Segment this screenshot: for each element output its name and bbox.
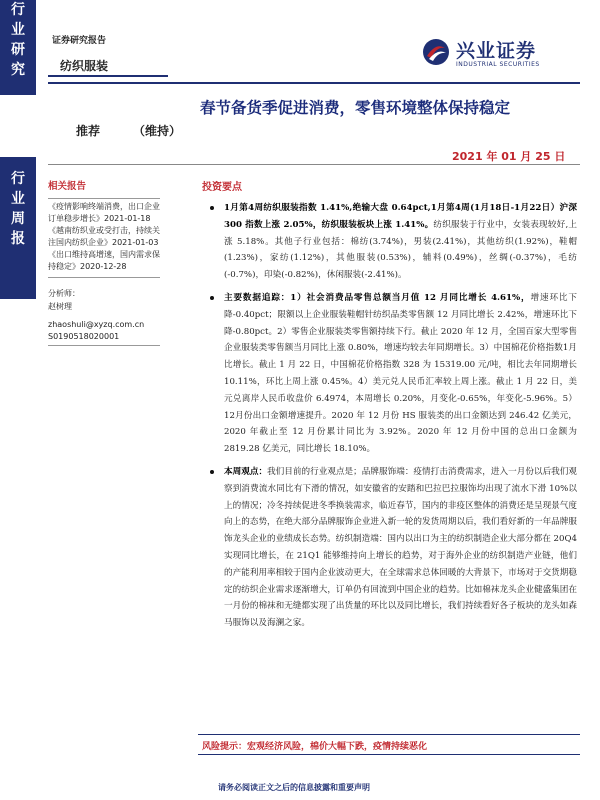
highlight-item — [202, 200, 577, 284]
side-tab-char: 周 — [11, 211, 25, 227]
related-report-item[interactable]: 《越南纺织业或受打击，持续关注国内纺织企业》2021-01-03 — [48, 226, 160, 247]
highlight-lead: 主要数据追踪：1）社会消费品零售总额当月值 12 月同比增长 4.61%， — [224, 292, 531, 303]
logo-name-en: INDUSTRIAL SECURITIES — [456, 61, 540, 68]
side-tab-weekly — [0, 157, 36, 299]
side-tab-char: 行 — [11, 171, 25, 187]
date-rule — [48, 164, 580, 165]
sector-label: 纺织服装 — [60, 59, 109, 73]
side-tab-char: 报 — [11, 231, 25, 247]
side-tab-research — [0, 0, 36, 95]
highlight-text: 我们目前的行业观点是；品牌服饰端：疫情打击消费需求，进入一月份以后我们观察到消费流水同比有下滑的情况，如安徽省的安踏和巴拉巴拉服饰均出现了流水下滑 10%以上的情况；冷冬持续促进冬季换装需求，临近春节，国内的非疫区整体的消费还是呈现景气度向上的态势，在绝大部分品牌服饰企业进入新一轮的发货周期以后，我们看好新的一年品牌服饰龙头企业的业绩成长态势。纺织制造端：国内以出口为主的纺织制造企业大部分都在 20Q4 实现同比增长，在 21Q1 能够维持向上增长的趋势，对于海外企业的纺织制造产业链，他们的产能利用率相较于国内企业波动更大，在全球需求总体回暖的大背景下，市场对于交货期稳定的纺织企业需求逐渐增大，订单仍有回流到中国企业的趋势。比如棉袜龙头企业健盛集团在一月份的棉袜和无缝都实现了出货量的环比以及同比增长，我们持续看好各子板块的龙头如森马服饰以及海澜之家。 — [224, 466, 577, 629]
related-reports-heading: 相关报告 — [48, 181, 87, 192]
report-title: 春节备货季促进消费，零售环境整体保持稳定 — [200, 98, 511, 117]
logo-mark-icon — [422, 38, 450, 66]
sidebar — [48, 178, 160, 346]
side-tab-char: 业 — [11, 191, 25, 207]
side-tab-char: 究 — [11, 62, 25, 78]
side-tab-char: 行 — [11, 2, 25, 18]
highlight-lead: 本周观点： — [224, 466, 268, 477]
header-rule — [48, 82, 580, 84]
bullet-icon — [210, 470, 214, 474]
highlight-item — [202, 464, 577, 632]
highlight-text: 纺织服装于行业中，女装表现较好,上涨 5.18%。其他子行业包括：棉纺(3.74%)，男装(2.41%)，其他纺织(1.92%)，鞋帽(1.23%)，家纺(1.12%)，其他服装(0.53%)，辅料(0.49%)，丝绸(-0.37%)，毛纺(-0.7%)，印染(-0.82%)，休闲服装(-2.41%)。 — [224, 219, 577, 281]
doc-type-label: 证券研究报告 — [52, 36, 107, 46]
related-report-item[interactable]: 《出口维持高增速，国内需求保持稳定》2020-12-28 — [48, 250, 160, 271]
bullet-icon — [210, 296, 214, 300]
analyst-email[interactable]: zhaoshuli@xyzq.com.cn — [48, 320, 145, 329]
report-date: 2021 年 01 月 25 日 — [452, 150, 566, 163]
side-tab-char: 业 — [11, 22, 25, 38]
bullet-icon — [210, 206, 214, 210]
analyst-label: 分析师： — [48, 289, 80, 298]
rating-status: （维持） — [133, 124, 182, 138]
related-reports-list — [48, 198, 160, 278]
related-report-item[interactable]: 《疫情影响终端消费，出口企业订单稳步增长》2021-01-18 — [48, 202, 160, 223]
main-content — [202, 178, 577, 638]
analyst-cert-number: S0190518020001 — [48, 332, 120, 341]
sector-underline — [48, 75, 168, 77]
company-logo — [422, 36, 572, 72]
analyst-info — [48, 288, 160, 346]
side-tab-char: 研 — [11, 42, 25, 58]
investment-highlights-heading: 投资要点 — [202, 182, 242, 193]
risk-warning: 风险提示：宏观经济风险，棉价大幅下跌，疫情持续恶化 — [202, 742, 428, 752]
risk-top-rule — [198, 734, 580, 735]
disclaimer-footer: 请务必阅读正文之后的信息披露和重要声明 — [218, 783, 370, 792]
rating-label: 推荐 — [76, 124, 101, 138]
highlight-text: 增速环比下降-0.40pct；限额以上企业服装鞋帽针纺织品类零售额 12 月同比增长 2.42%，增速环比下降-0.80pct。2）零售企业服装类零售额持续下行。截止 2020 年 12 月，全国百家大型零售企业服装类零售额当月同比上涨 0.80%，增速均较去年同期增长。3）中国棉花价格指数1月比增长。截止 1 月 22 日，中国棉花价格指数 328 为 15319.00 元/吨，相比去年同期增长 10.11%，环比上周上涨 0.45%。4）美元兑人民币汇率较上周上涨。截止 1 月 22 日，美元兑离岸人民币收盘价 6.4974，本周增长 0.20%，月变化-0.65%，年变化-5.96%。5）12月份出口金额增速提升。2020 年 12 月份 HS 服装类的出口金额达到 246.42 亿美元，2020 年截止至 12 月份累计同比为 3.92%。2020 年 12 月份中国的总出口金额为 2819.28 亿美元，同比增长 18.10%。 — [224, 292, 577, 455]
highlight-lead: 1月第4周纺织服装指数 1.41%,绝输大盘 0.64pct,1月第4周(1月18日-1月22日）沪深 300 指数上涨 2.05%，纺织服装板块上涨 1.41%。 — [224, 203, 577, 230]
logo-name-cn: 兴业证券 — [456, 40, 537, 62]
highlight-item — [202, 290, 577, 458]
analyst-name: 赵树理 — [48, 302, 72, 311]
risk-bottom-rule — [198, 754, 580, 755]
